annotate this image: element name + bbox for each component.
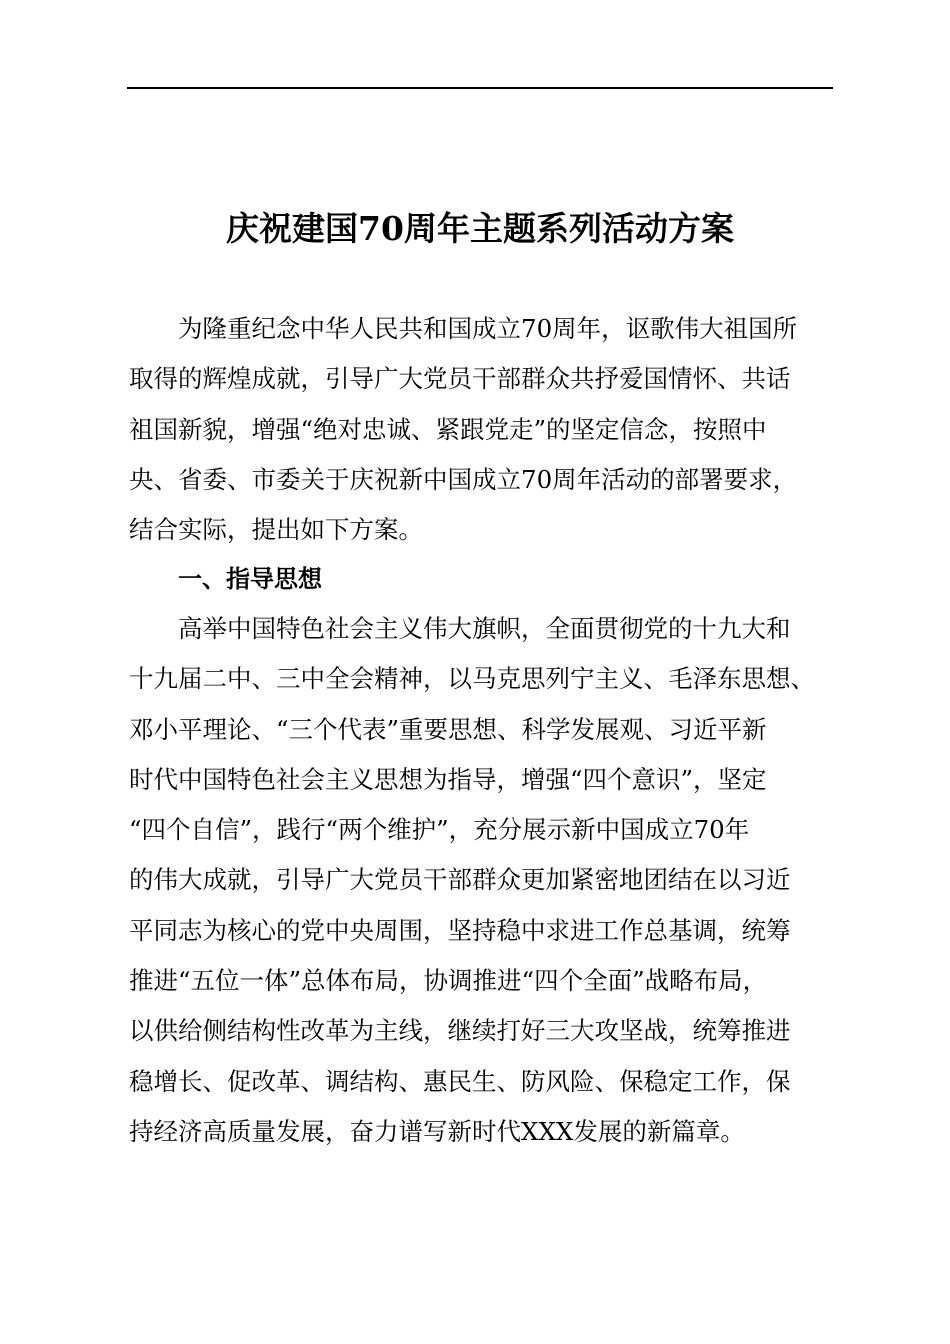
paragraph-line: 为隆重纪念中华人民共和国成立70周年，讴歌伟大祖国所 [178,314,798,343]
paragraph-line: 高举中国特色社会主义伟大旗帜，全面贯彻党的十九大和 [178,614,791,643]
paragraph-line: 取得的辉煌成就，引导广大党员干部群众共抒爱国情怀、共话 [129,364,791,394]
paragraph-line: 推进“五位一体”总体布局，协调推进“四个全面”战略布局， [129,966,768,996]
document-title: 庆祝建国70周年主题系列活动方案 [226,209,734,248]
paragraph-line: 十九届二中、三中全会精神，以马克思列宁主义、毛泽东思想、 [129,664,815,694]
paragraph-line: “四个自信”，践行“两个维护”，充分展示新中国成立70年 [129,815,750,845]
intro-paragraph [129,304,833,555]
guiding-thought-paragraph [129,604,833,1157]
header-rule [127,87,833,89]
paragraph-line: 持经济高质量发展，奋力谱写新时代XXX发展的新篇章。 [129,1116,745,1146]
paragraph-line: 平同志为核心的党中央周围，坚持稳中求进工作总基调，统筹 [129,915,791,945]
paragraph-line: 结合实际，提出如下方案。 [129,515,423,545]
paragraph-line: 央、省委、市委关于庆祝新中国成立70周年活动的部署要求， [129,464,798,494]
section-heading-guiding-thought: 一、指导思想 [178,565,322,593]
paragraph-line: 以供给侧结构性改革为主线，继续打好三大攻坚战，统筹推进 [129,1016,791,1046]
paragraph-line: 邓小平理论、“三个代表”重要思想、科学发展观、习近平新 [129,714,767,744]
paragraph-line: 的伟大成就，引导广大党员干部群众更加紧密地团结在以习近 [129,865,791,895]
paragraph-line: 时代中国特色社会主义思想为指导，增强“四个意识”，坚定 [129,764,767,794]
paragraph-line: 祖国新貌，增强“绝对忠诚、紧跟党走”的坚定信念，按照中 [129,414,767,444]
paragraph-line: 稳增长、促改革、调结构、惠民生、防风险、保稳定工作，保 [129,1066,791,1096]
